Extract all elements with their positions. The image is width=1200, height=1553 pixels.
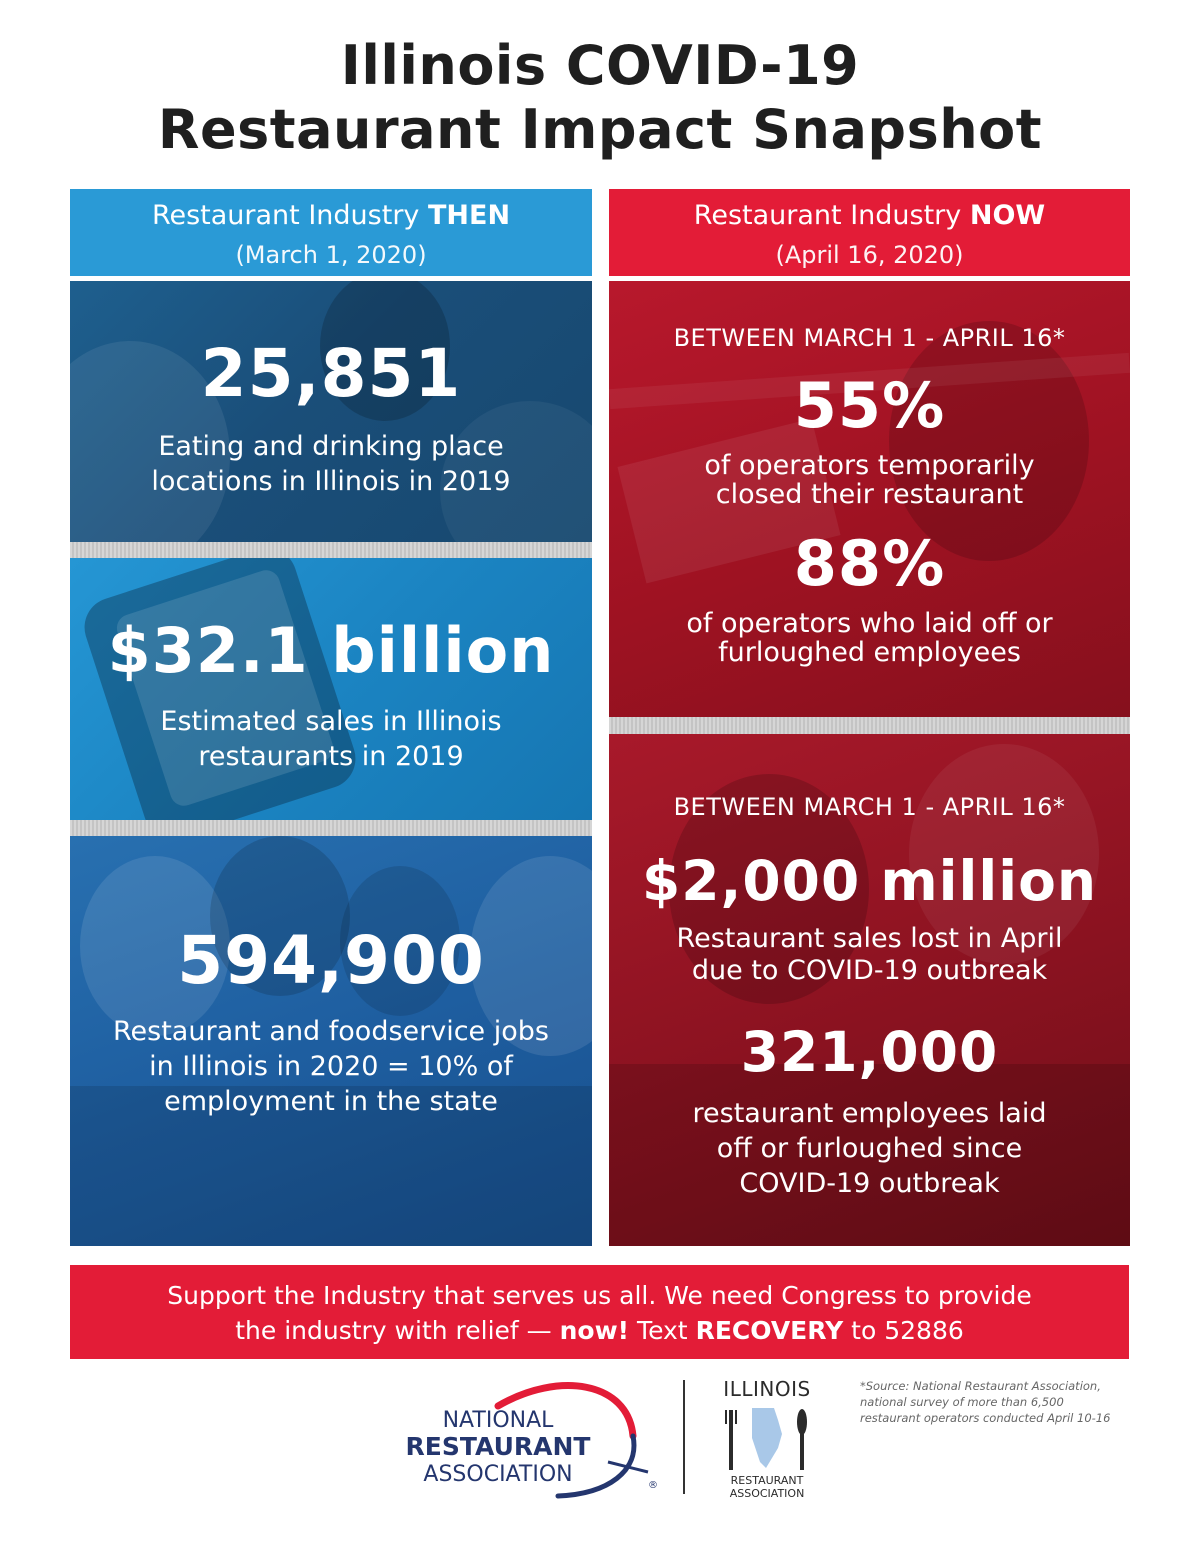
then-heading-emphasis: THEN	[427, 200, 511, 231]
logo-divider	[683, 1380, 685, 1494]
stat-desc-line: Estimated sales in Illinois	[160, 706, 502, 737]
now-stat-losses	[609, 734, 1130, 1246]
date-range-label: BETWEEN MARCH 1 - APRIL 16*	[673, 793, 1066, 821]
now-stat-closures	[609, 281, 1130, 717]
stat-desc-line: restaurants in 2019	[198, 741, 464, 772]
banner-line-1: Support the Industry that serves us all. We need Congress to provide	[167, 1281, 1032, 1310]
stat-value: $2,000 million	[641, 849, 1098, 913]
banner-text: Text	[629, 1316, 696, 1345]
stat-desc-line: COVID-19 outbreak	[739, 1168, 1000, 1199]
banner-keyword: RECOVERY	[695, 1316, 844, 1345]
stat-desc-line: Eating and drinking place	[158, 431, 504, 462]
banner-line-2	[70, 1313, 1129, 1348]
then-stat-locations	[70, 281, 592, 542]
banner-emphasis-now: now!	[559, 1316, 630, 1345]
registered-mark: ®	[648, 1480, 658, 1491]
stat-value: 594,900	[177, 922, 485, 999]
now-column-header	[609, 189, 1130, 276]
now-heading-emphasis: NOW	[969, 200, 1046, 231]
banner-text: the industry with relief —	[235, 1316, 560, 1345]
stat-value: 25,851	[200, 335, 462, 412]
stat-value: 55%	[793, 369, 946, 442]
then-date: (March 1, 2020)	[235, 241, 427, 269]
source-line: national survey of more than 6,500	[860, 1395, 1064, 1409]
call-to-action-banner	[70, 1265, 1129, 1359]
illinois-state-fork-knife-icon	[712, 1404, 822, 1472]
source-line: *Source: National Restaurant Association,	[860, 1379, 1101, 1393]
national-restaurant-association-logo	[378, 1376, 668, 1501]
then-column-header	[70, 189, 592, 276]
nra-text-national: NATIONAL	[442, 1408, 554, 1433]
source-line: restaurant operators conducted April 10-16	[860, 1411, 1111, 1425]
stat-desc-line: Restaurant and foodservice jobs	[113, 1016, 549, 1047]
banner-text: to 52886	[843, 1316, 964, 1345]
then-heading-prefix: Restaurant Industry	[151, 200, 428, 231]
stat-desc-line: closed their restaurant	[715, 479, 1024, 510]
nra-text-association: ASSOCIATION	[423, 1462, 573, 1487]
title-line-2: Restaurant Impact Snapshot	[157, 98, 1043, 161]
stat-value: 88%	[793, 527, 946, 600]
then-stat-jobs	[70, 836, 592, 1246]
title-line-1: Illinois COVID-19	[340, 34, 860, 97]
now-date: (April 16, 2020)	[775, 241, 964, 269]
then-stat-sales	[70, 558, 592, 820]
stat-desc-line: employment in the state	[164, 1086, 498, 1117]
divider-strip	[70, 820, 592, 836]
date-range-label: BETWEEN MARCH 1 - APRIL 16*	[673, 324, 1066, 352]
nra-text-restaurant: RESTAURANT	[405, 1432, 591, 1461]
divider-strip	[70, 542, 592, 558]
stat-desc-line: locations in Illinois in 2019	[151, 466, 511, 497]
divider-strip	[609, 717, 1130, 734]
stat-desc-line: due to COVID-19 outbreak	[691, 955, 1048, 986]
source-footnote	[860, 1378, 1140, 1426]
now-heading-prefix: Restaurant Industry	[693, 200, 970, 231]
illinois-restaurant-association-logo	[712, 1378, 822, 1503]
stat-value: $32.1 billion	[107, 614, 555, 687]
stat-desc-line: in Illinois in 2020 = 10% of	[149, 1051, 513, 1082]
stat-value: 321,000	[740, 1020, 999, 1084]
stat-desc-line: Restaurant sales lost in April	[676, 923, 1063, 954]
stat-desc-line: restaurant employees laid	[692, 1098, 1047, 1129]
stat-desc-line: furloughed employees	[718, 637, 1021, 668]
stat-desc-line: off or furloughed since	[716, 1133, 1023, 1164]
ira-text-restaurant: RESTAURANT	[730, 1474, 804, 1487]
stat-desc-line: of operators who laid off or	[686, 608, 1053, 639]
ira-text-association: ASSOCIATION	[729, 1487, 805, 1500]
page-title	[0, 34, 1200, 162]
ira-text-illinois: ILLINOIS	[723, 1377, 811, 1401]
stat-desc-line: of operators temporarily	[704, 450, 1035, 481]
